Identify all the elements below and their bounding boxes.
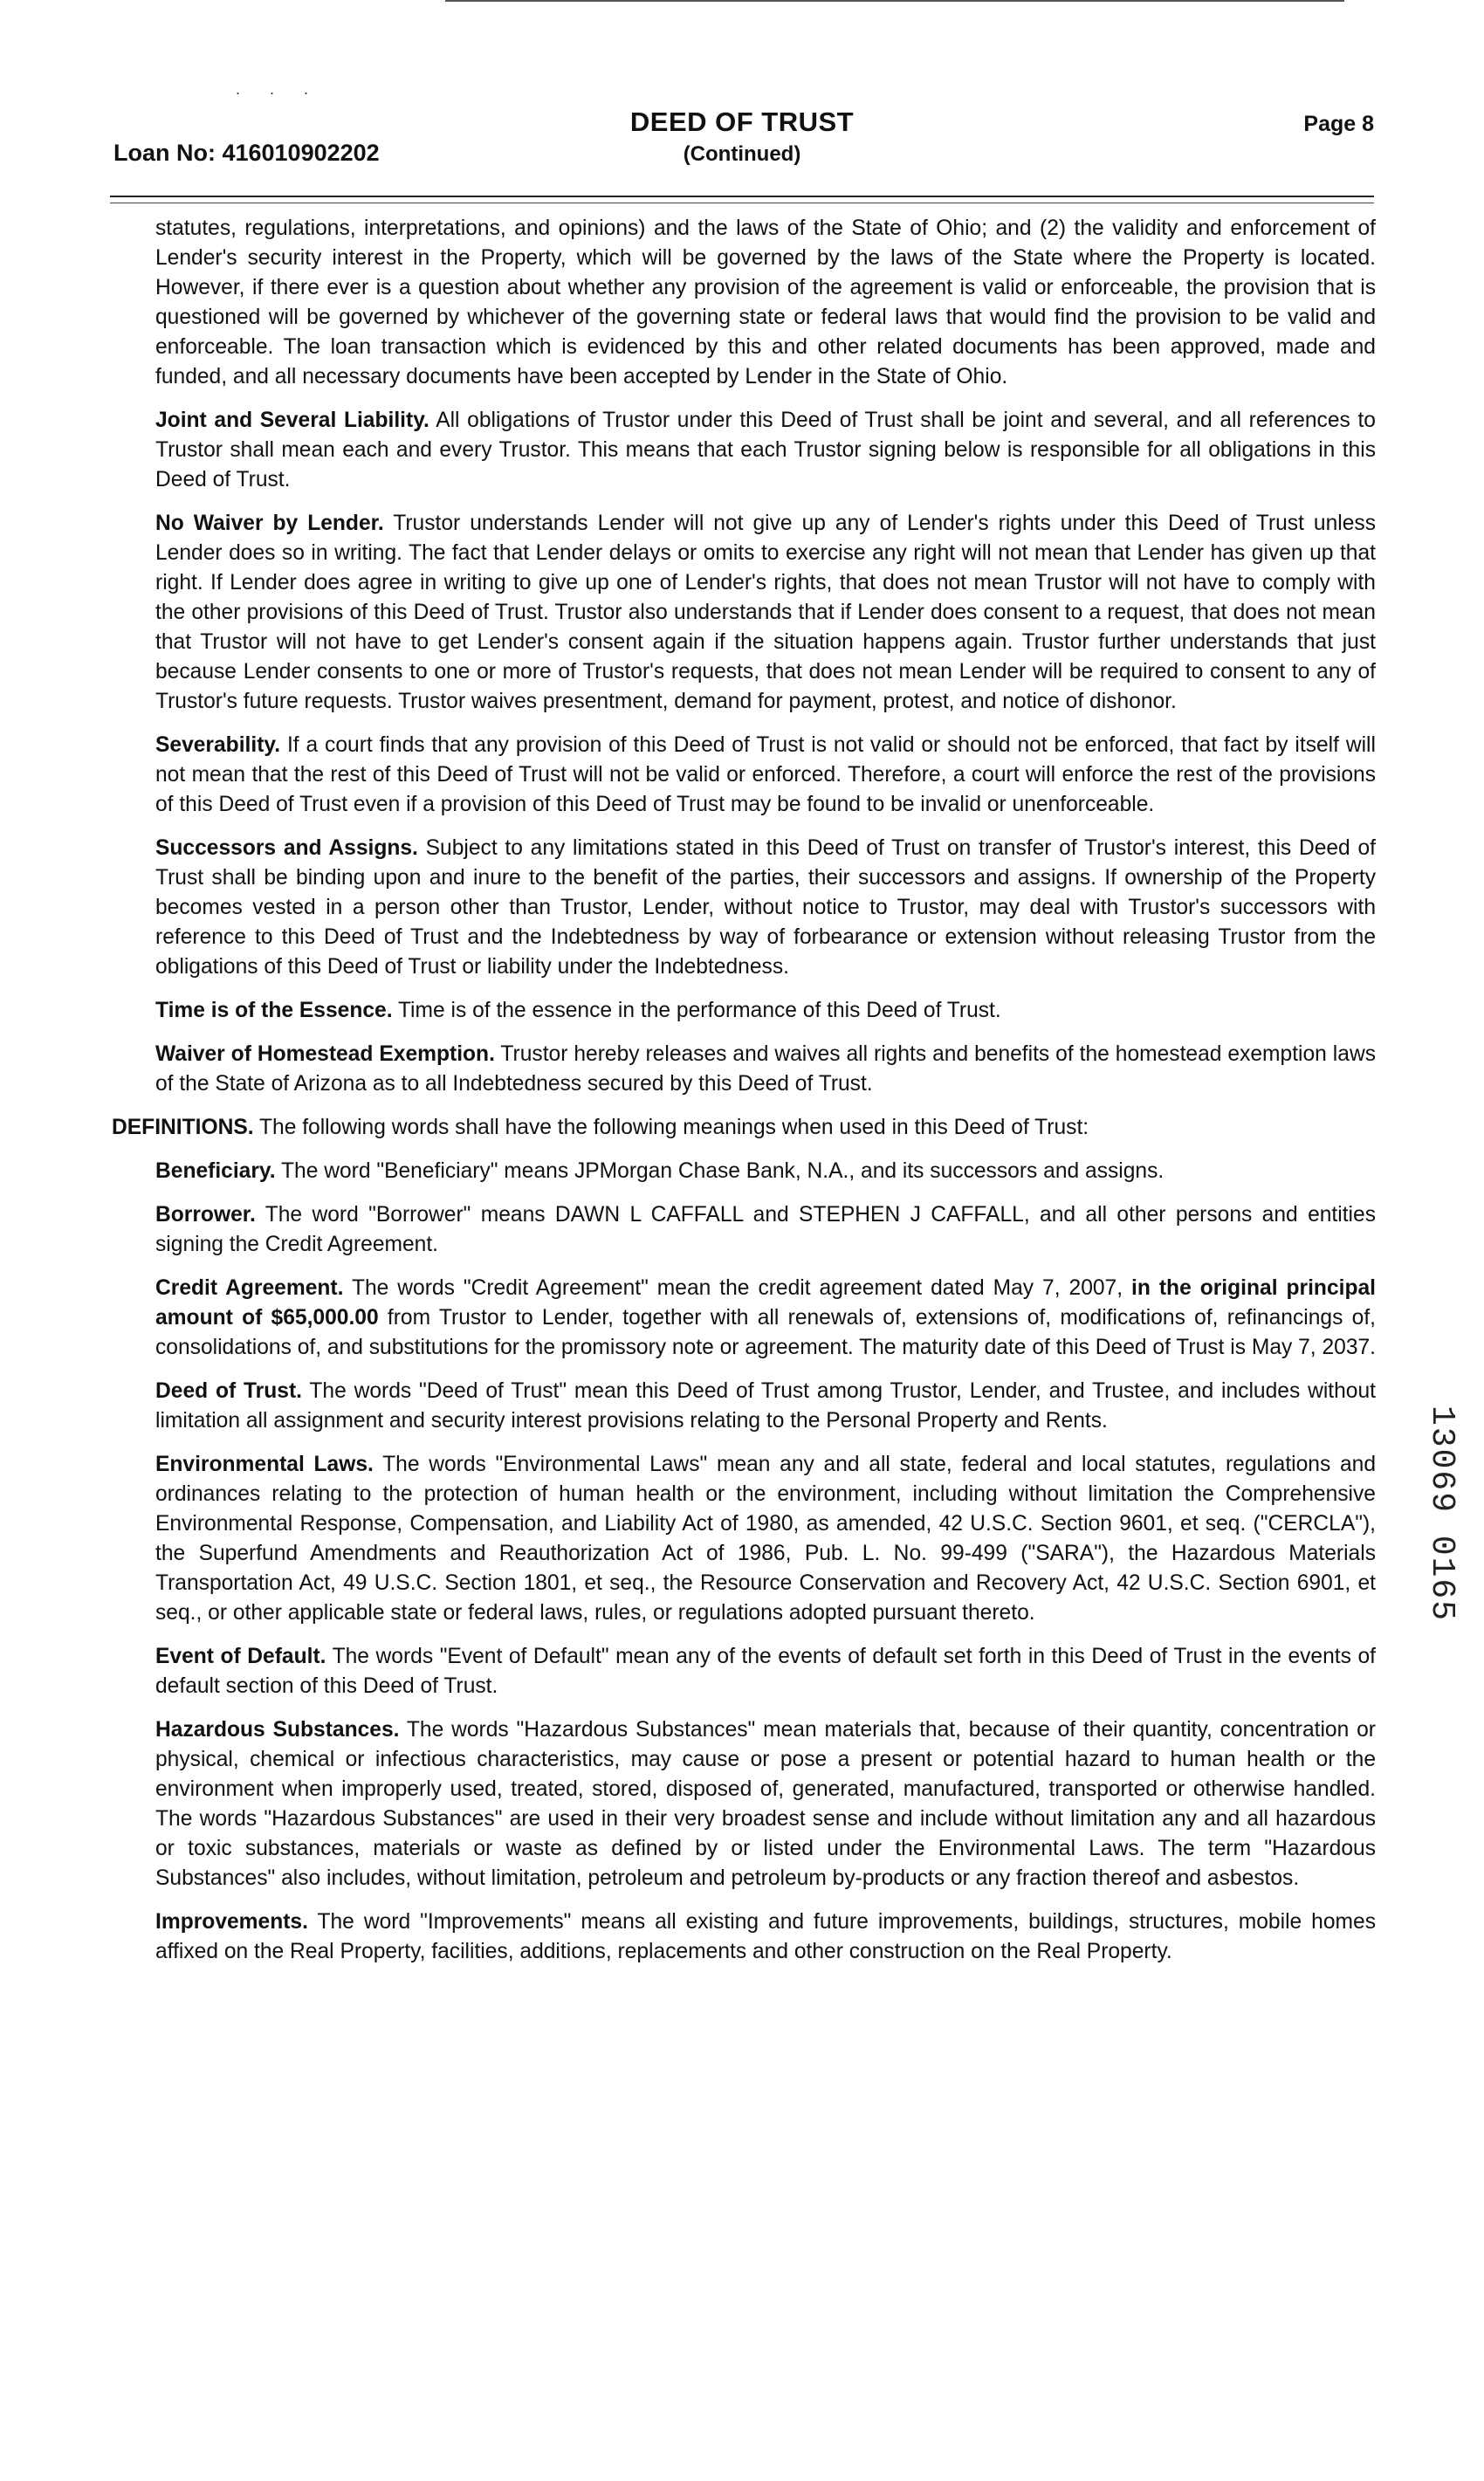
page-number: Page 8 — [1303, 112, 1374, 136]
document-subtitle: (Continued) — [683, 142, 801, 166]
definition-environmental-laws: Environmental Laws. The words "Environmental Laws" mean any and all state, federal and local statutes, regulations and ordinances relating to the protection of human health or the environment, including without limitation the Comprehensive Environmental Response, Compensation, and Liability Act of 1980, as amended, 42 U.S.C. Section 9601, et seq. ("CERCLA"), the Superfund Amendments and Reauthorization Act of 1986, Pub. L. No. 99-499 ("SARA"), the Hazardous Materials Transportation Act, 49 U.S.C. Section 1801, et seq., the Resource Conservation and Recovery Act, 42 U.S.C. Section 6901, et seq., or other applicable state or federal laws, rules, or regulations adopted pursuant thereto. — [155, 1453, 1377, 1625]
loan-number: Loan No: 416010902202 — [113, 140, 380, 166]
definition-deed-of-trust: Deed of Trust. The words "Deed of Trust" mean this Deed of Trust among Trustor, Lender, and Trustee, and includes without limitation all assignment and security interest provisions relating to the Personal Property and Rents. — [155, 1379, 1376, 1433]
paragraph-governing-law: statutes, regulations, interpretations, and opinions) and the laws of the State of Ohio; and (2) the validity and enforcement of Lender's security interest in the Property, which will be governed by the laws of the State where the Property is located. However, if there ever is a question about whether any provision of the agreement is valid or enforceable, the provision that is questioned will be governed by whichever of the governing state or federal laws that would find the provision to be valid and enforceable. The loan transaction which is evidenced by this and other related documents has been approved, made and funded, and all necessary documents have been accepted by Lender in the State of Ohio. — [155, 216, 1376, 388]
page-header — [0, 0, 1484, 210]
paragraph-time-essence: Time is of the Essence. Time is of the essence in the performance of this Deed of Trust. — [155, 999, 1001, 1022]
definition-improvements: Improvements. The word "Improvements" means all existing and future improvements, buildings, structures, mobile homes affixed on the Real Property, facilities, additions, replacements and other construction on the Real Property. — [155, 1910, 1376, 1963]
paragraph-successors: Successors and Assigns. Subject to any limitations stated in this Deed of Trust on transfer of Trustor's interest, this Deed of Trust shall be binding upon and inure to the benefit of the parties, their successors and assigns. If ownership of the Property becomes vested in a person other than Trustor, Lender, without notice to Trustor, may deal with Trustor's successors with reference to this Deed of Trust and the Indebtedness by way of forbearance or extension without releasing Trustor from the obligations of this Deed of Trust or liability under the Indebtedness. — [155, 836, 1376, 979]
document-body — [112, 214, 1376, 1981]
definition-event-of-default: Event of Default. The words "Event of Default" mean any of the events of default set forth in this Deed of Trust in the events of default section of this Deed of Trust. — [155, 1645, 1376, 1698]
recording-stamp: 13069 0165 — [1423, 1405, 1460, 1623]
paragraph-no-waiver: No Waiver by Lender. Trustor understands Lender will not give up any of Lender's rights under this Deed of Trust unless Lender does so in writing. The fact that Lender delays or omits to exercise any right will not mean that Lender has given up that right. If Lender does agree in writing to give up one of Lender's rights, that does not mean Trustor will not have to comply with the other provisions of this Deed of Trust. Trustor also understands that if Lender does consent to a request, that does not mean that Trustor will not have to get Lender's consent again if the situation happens again. Trustor further understands that just because Lender consents to one or more of Trustor's requests, that does not mean Lender will be required to consent to any of Trustor's future requests. Trustor waives presentment, demand for payment, protest, and notice of dishonor. — [155, 512, 1376, 713]
document-title: DEED OF TRUST — [629, 107, 855, 137]
paragraph-homestead: Waiver of Homestead Exemption. Trustor hereby releases and waives all rights and benefits of the homestead exemption laws of the State of Arizona as to all Indebtedness secured by this Deed of Trust. — [155, 1042, 1377, 1096]
header-rule — [110, 196, 1374, 197]
definition-borrower: Borrower. The word "Borrower" means DAWN L CAFFALL and STEPHEN J CAFFALL, and all other persons and entities signing the Credit Agreement. — [155, 1203, 1376, 1256]
paragraph-severability: Severability. If a court finds that any provision of this Deed of Trust is not valid or should not be enforced, that fact by itself will not mean that the rest of this Deed of Trust will not be valid or enforced. Therefore, a court will enforce the rest of the provisions of this Deed of Trust even if a provision of this Deed of Trust may be found to be invalid or unenforceable. — [155, 733, 1376, 816]
definition-hazardous-substances: Hazardous Substances. The words "Hazardous Substances" mean materials that, because of their quantity, concentration or physical, chemical or infectious characteristics, may cause or pose a present or potential hazard to human health or the environment when improperly used, treated, stored, disposed of, generated, manufactured, transported or otherwise handled. The words "Hazardous Substances" are used in their very broadest sense and include without limitation any and all hazardous or toxic substances, materials or waste as defined by or listed under the Environmental Laws. The term "Hazardous Substances" also includes, without limitation, petroleum and petroleum by-products or any fraction thereof and asbestos. — [155, 1718, 1376, 1890]
paragraph-joint-liability: Joint and Several Liability. All obligations of Trustor under this Deed of Trust shall be joint and several, and all references to Trustor shall mean each and every Trustor. This means that each Trustor signing below is responsible for all obligations in this Deed of Trust. — [155, 409, 1376, 491]
scan-specks: ... — [236, 80, 339, 98]
definition-beneficiary: Beneficiary. The word "Beneficiary" means JPMorgan Chase Bank, N.A., and its successors and assigns. — [155, 1159, 1165, 1183]
definitions-heading: DEFINITIONS. The following words shall have the following meanings when used in this Deed of Trust: — [112, 1116, 1089, 1139]
definition-credit-agreement: Credit Agreement. The words "Credit Agreement" mean the credit agreement dated May 7, 2007, in the original principal amount of $65,000.00 from Trustor to Lender, together with all renewals of, extensions of, modifications of, refinancings of, consolidations of, and substitutions for the promissory note or agreement. The maturity date of this Deed of Trust is May 7, 2037. — [155, 1276, 1377, 1359]
